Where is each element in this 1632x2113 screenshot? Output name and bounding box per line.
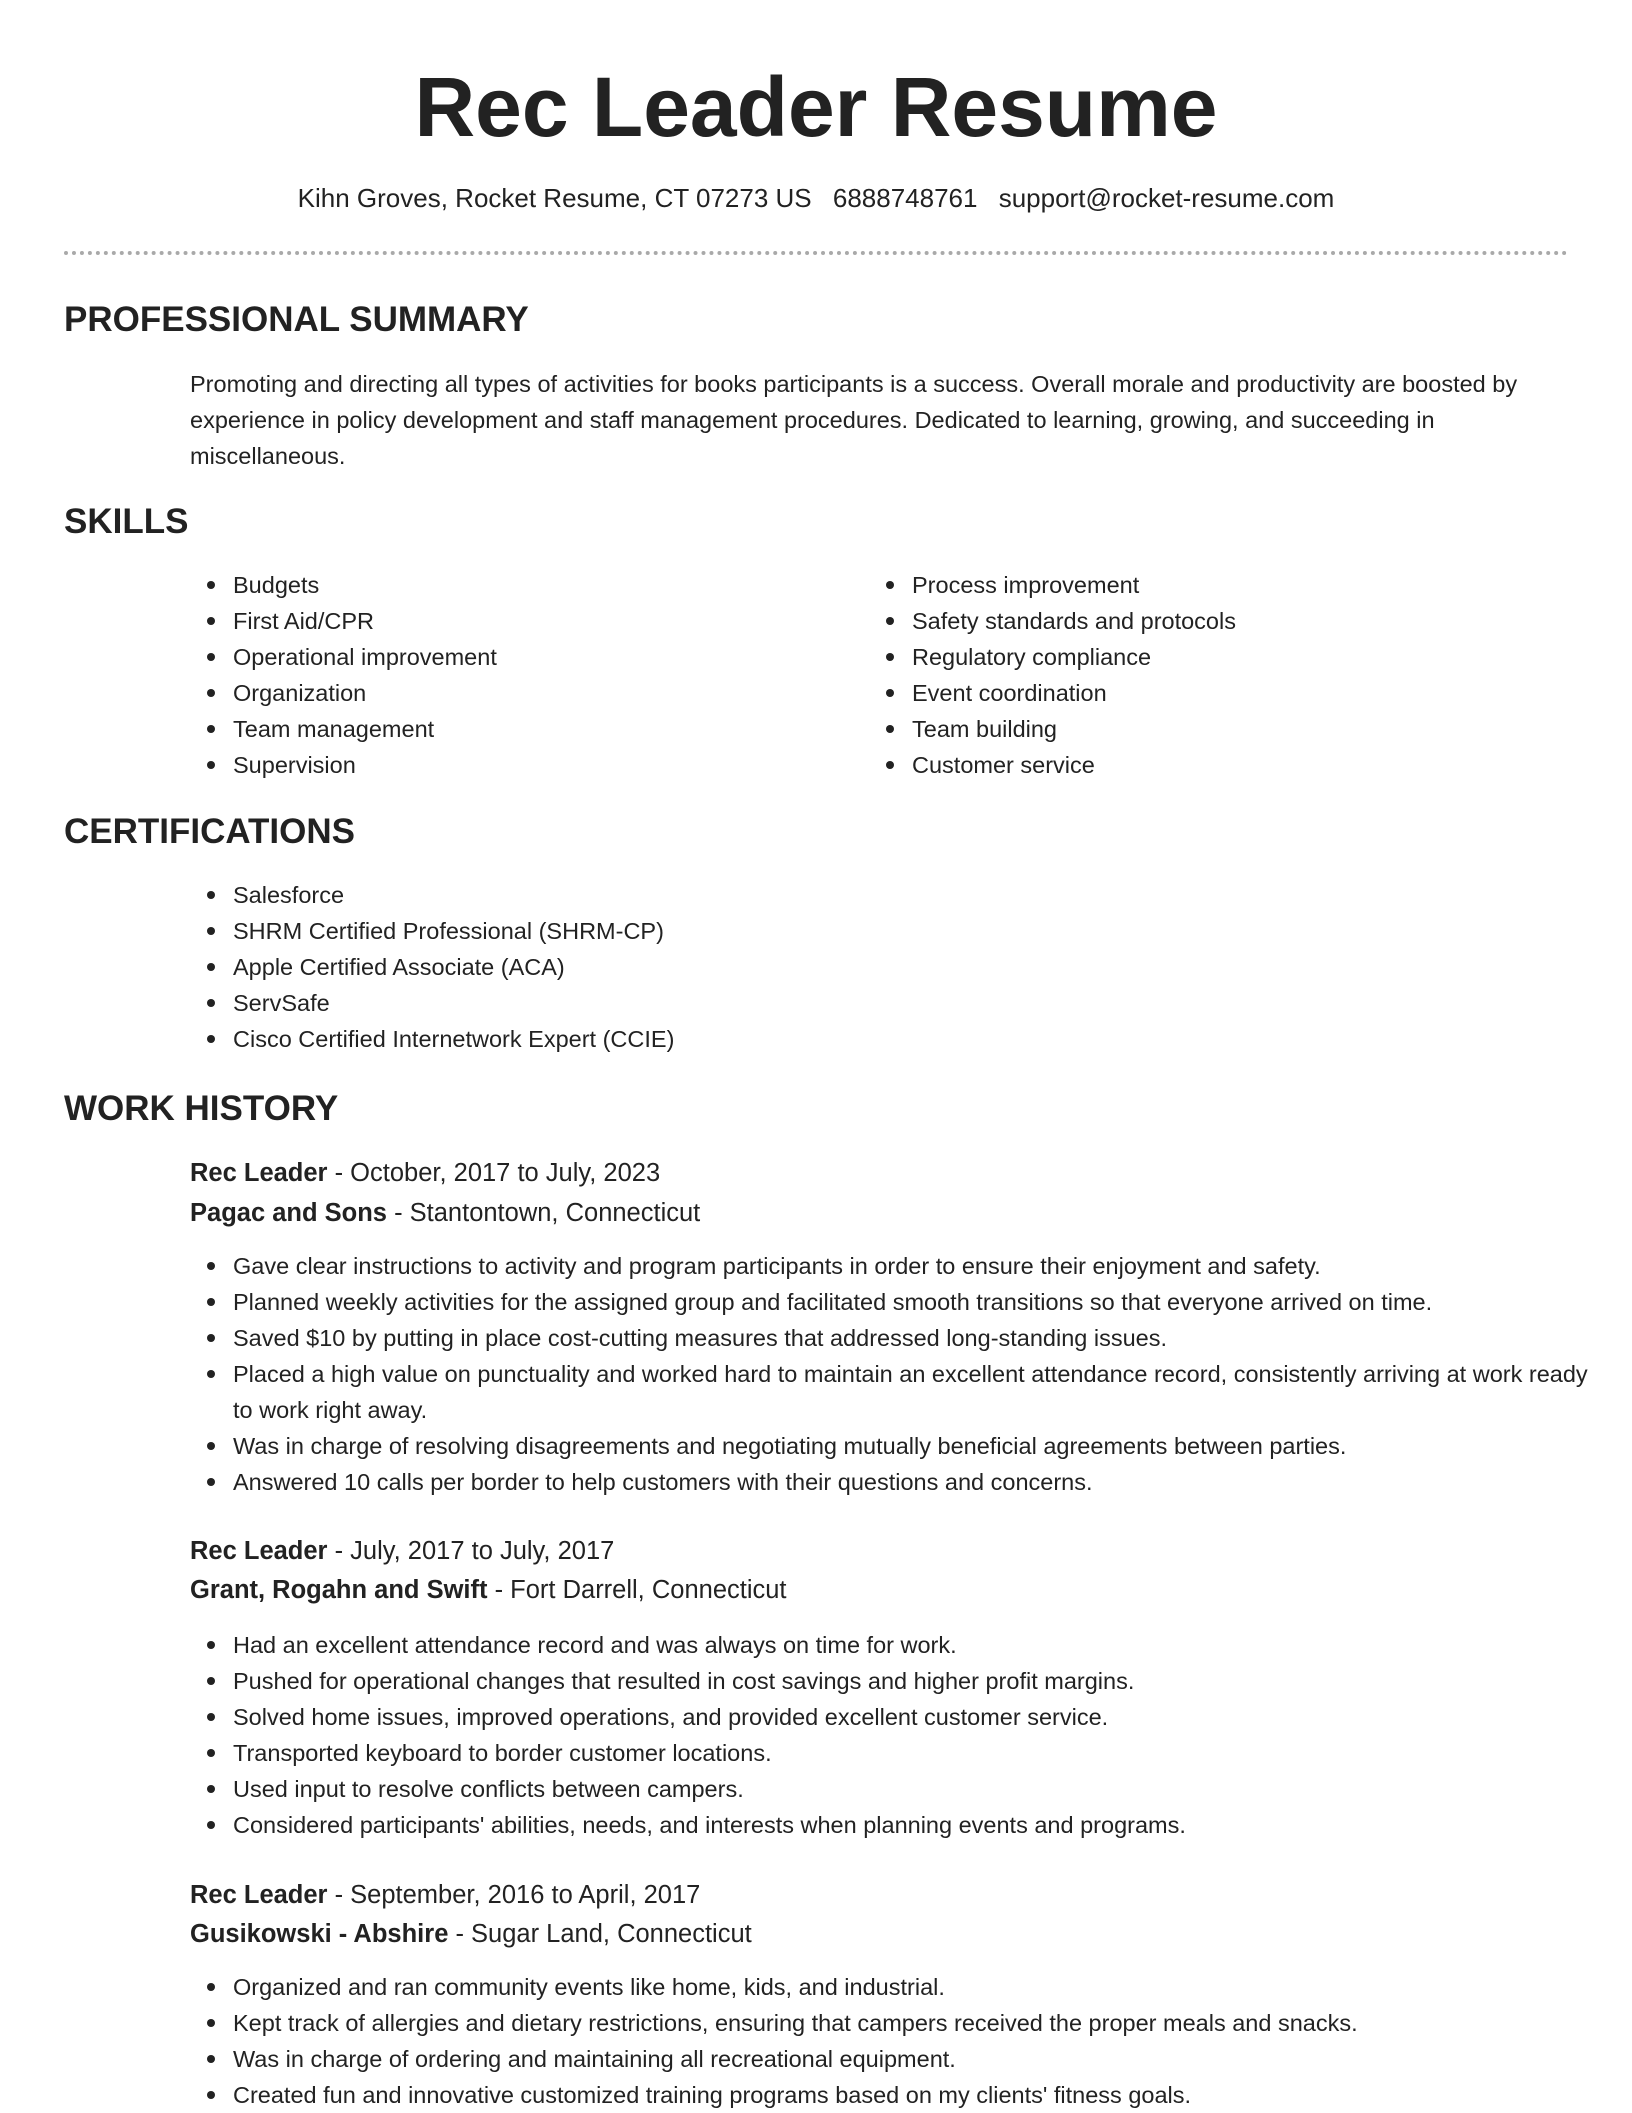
header-divider <box>64 251 1568 255</box>
skill-item: Budgets <box>233 567 853 603</box>
separator: - <box>327 1881 351 1909</box>
job-location: Sugar Land, Connecticut <box>471 1920 752 1948</box>
skill-item: Team management <box>233 711 853 747</box>
job-duty: Organized and ran community events like home, kids, and industrial. <box>233 1969 1593 2005</box>
job-duty: Was in charge of ordering and maintaining all recreational equipment. <box>233 2041 1593 2077</box>
job-company-line <box>190 1915 752 1953</box>
skill-item: Process improvement <box>912 567 1532 603</box>
job-duty: Solved home issues, improved operations, and provided excellent customer service. <box>233 1699 1593 1735</box>
certifications-list <box>190 877 1533 1057</box>
job-dates: September, 2016 to April, 2017 <box>350 1881 701 1909</box>
skill-item: Organization <box>233 675 853 711</box>
separator: - <box>448 1920 472 1948</box>
job-duty: Planned weekly activities for the assigned group and facilitated smooth transitions so that everyone arrived on time. <box>233 1284 1593 1320</box>
job-duty: Pushed for operational changes that resulted in cost savings and higher profit margins. <box>233 1663 1593 1699</box>
job-dates: October, 2017 to July, 2023 <box>350 1159 661 1187</box>
job-duty: Created fun and innovative customized training programs based on my clients' fitness goals. <box>233 2077 1593 2113</box>
job-duty: Answered 10 calls per border to help customers with their questions and concerns. <box>233 1464 1593 1500</box>
job-duty: Had an excellent attendance record and was always on time for work. <box>233 1627 1593 1663</box>
certification-item: Salesforce <box>233 877 1533 913</box>
job-duty: Saved $10 by putting in place cost-cutting measures that addressed long-standing issues. <box>233 1320 1593 1356</box>
job-title: Rec Leader <box>190 1881 328 1909</box>
job-duty: Kept track of allergies and dietary restrictions, ensuring that campers received the proper meals and snacks. <box>233 2005 1593 2041</box>
job-duty: Considered participants' abilities, needs, and interests when planning events and programs. <box>233 1807 1593 1843</box>
certification-item: Apple Certified Associate (ACA) <box>233 949 1533 985</box>
job-location: Stantontown, Connecticut <box>409 1199 701 1227</box>
contact-phone: 6888748761 <box>832 183 978 213</box>
job-company: Gusikowski - Abshire <box>190 1920 449 1948</box>
certifications-heading: CERTIFICATIONS <box>64 812 356 851</box>
job-duties-list <box>190 1627 1593 1843</box>
skill-item: First Aid/CPR <box>233 603 853 639</box>
job-location: Fort Darrell, Connecticut <box>510 1576 787 1604</box>
job-title: Rec Leader <box>190 1537 328 1565</box>
skill-item: Operational improvement <box>233 639 853 675</box>
job-duty: Transported keyboard to border customer locations. <box>233 1735 1593 1771</box>
job-company-line <box>190 1571 787 1609</box>
separator: - <box>327 1159 351 1187</box>
work-history-heading: WORK HISTORY <box>64 1089 339 1128</box>
certification-item: ServSafe <box>233 985 1533 1021</box>
job-duty: Used input to resolve conflicts between campers. <box>233 1771 1593 1807</box>
skill-item: Supervision <box>233 747 853 783</box>
skills-list-left <box>190 567 853 783</box>
summary-heading: PROFESSIONAL SUMMARY <box>64 300 529 339</box>
skill-item: Safety standards and protocols <box>912 603 1532 639</box>
job-duty: Placed a high value on punctuality and worked hard to maintain an excellent attendance record, consistently arriving at work ready to work right away. <box>233 1356 1593 1428</box>
skills-heading: SKILLS <box>64 502 189 541</box>
job-title-line <box>190 1532 614 1570</box>
job-title-line <box>190 1876 700 1914</box>
job-company: Grant, Rogahn and Swift <box>190 1576 488 1604</box>
summary-text: Promoting and directing all types of activities for books participants is a success. Overall morale and productivity are boosted by experience in policy development and staff management procedures. Dedicated to learning, growing, and succeeding in miscellaneous. <box>190 371 1518 469</box>
job-duties-list <box>190 1969 1593 2113</box>
certification-item: SHRM Certified Professional (SHRM-CP) <box>233 913 1533 949</box>
contact-address: Kihn Groves, Rocket Resume, CT 07273 US <box>297 183 812 213</box>
skills-list-right <box>869 567 1532 783</box>
certification-item: Cisco Certified Internetwork Expert (CCIE) <box>233 1021 1533 1057</box>
skill-item: Team building <box>912 711 1532 747</box>
resume-title: Rec Leader Resume <box>414 60 1218 154</box>
job-title: Rec Leader <box>190 1159 328 1187</box>
skill-item: Customer service <box>912 747 1532 783</box>
job-title-line <box>190 1154 660 1192</box>
job-duty: Gave clear instructions to activity and program participants in order to ensure their enjoyment and safety. <box>233 1248 1593 1284</box>
skill-item: Event coordination <box>912 675 1532 711</box>
contact-line <box>0 180 1632 216</box>
job-duty: Was in charge of resolving disagreements and negotiating mutually beneficial agreements between parties. <box>233 1428 1593 1464</box>
skill-item: Regulatory compliance <box>912 639 1532 675</box>
job-company-line <box>190 1194 700 1232</box>
contact-email: support@rocket-resume.com <box>998 183 1335 213</box>
separator: - <box>386 1199 410 1227</box>
job-duties-list <box>190 1248 1593 1500</box>
separator: - <box>327 1537 351 1565</box>
job-company: Pagac and Sons <box>190 1199 387 1227</box>
separator: - <box>487 1576 511 1604</box>
job-dates: July, 2017 to July, 2017 <box>350 1537 615 1565</box>
